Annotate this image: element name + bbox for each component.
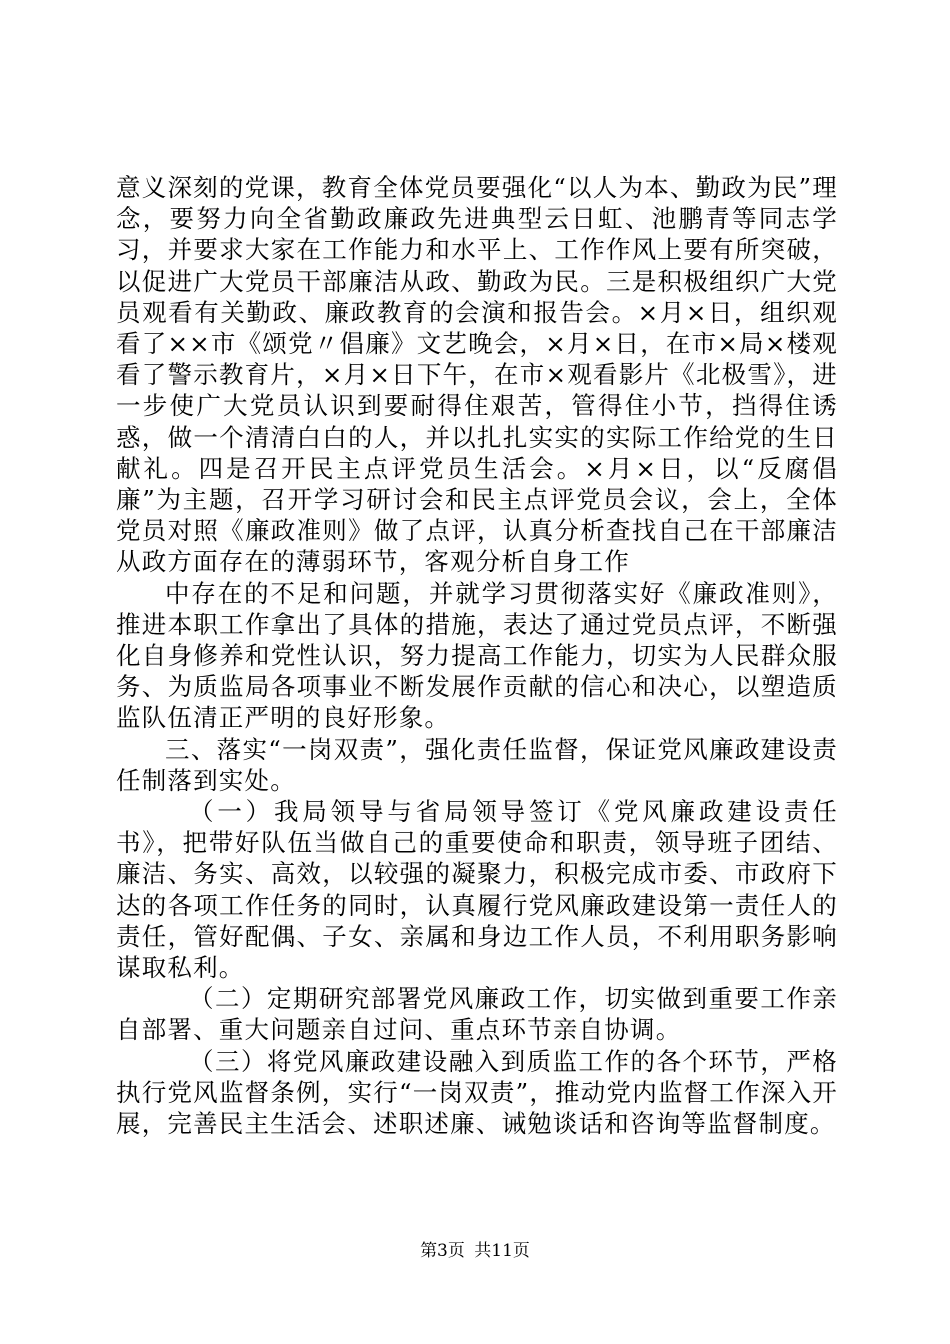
paragraph: （二）定期研究部署党风廉政工作，切实做到重要工作亲自部署、重大问题亲自过问、重点环节亲自协调。 xyxy=(116,984,838,1045)
document-body xyxy=(116,172,838,1139)
section-heading: 三、落实“一岗双责”，强化责任监督，保证党风廉政建设责任制落到实处。 xyxy=(116,734,838,795)
page-number: 第3页 共11页 xyxy=(420,1241,530,1261)
paragraph: （一）我局领导与省局领导签订《党风廉政建设责任书》，把带好队伍当做自己的重要使命和职责，领导班子团结、廉洁、务实、高效，以较强的凝聚力，积极完成市委、市政府下达的各项工作任务的同时，认真履行党风廉政建设第一责任人的责任，管好配偶、子女、亲属和身边工作人员，不利用职务影响谋取私利。 xyxy=(116,797,838,983)
paragraph-continued: 意义深刻的党课，教育全体党员要强化“以人为本、勤政为民”理念，要努力向全省勤政廉政先进典型云日虹、池鹏青等同志学习，并要求大家在工作能力和水平上、工作作风上要有所突破，以促进广大党员干部廉洁从政、勤政为民。三是积极组织广大党员观看有关勤政、廉政教育的会演和报告会。×月×日，组织观看了××市《颂党〃倡廉》文艺晚会，×月×日，在市×局×楼观看了警示教育片，×月×日下午，在市×观看影片《北极雪》，进一步使广大党员认识到要耐得住艰苦，管得住小节，挡得住诱惑，做一个清清白白的人，并以扎扎实实的实际工作给党的生日献礼。四是召开民主点评党员生活会。×月×日，以“反腐倡廉”为主题，召开学习研讨会和民主点评党员会议，会上，全体党员对照《廉政准则》做了点评，认真分析查找自己在干部廉洁从政方面存在的薄弱环节，客观分析自身工作 xyxy=(116,173,838,577)
paragraph: 中存在的不足和问题，并就学习贯彻落实好《廉政准则》，推进本职工作拿出了具体的措施，表达了通过党员点评，不断强化自身修养和党性认识，努力提高工作能力，切实为人民群众服务、为质监局各项事业不断发展作贡献的信心和决心，以塑造质监队伍清正严明的良好形象。 xyxy=(116,578,838,733)
paragraph: （三）将党风廉政建设融入到质监工作的各个环节，严格执行党风监督条例，实行“一岗双责”，推动党内监督工作深入开展，完善民主生活会、述职述廉、诫勉谈话和咨询等监督制度。 xyxy=(116,1046,838,1139)
